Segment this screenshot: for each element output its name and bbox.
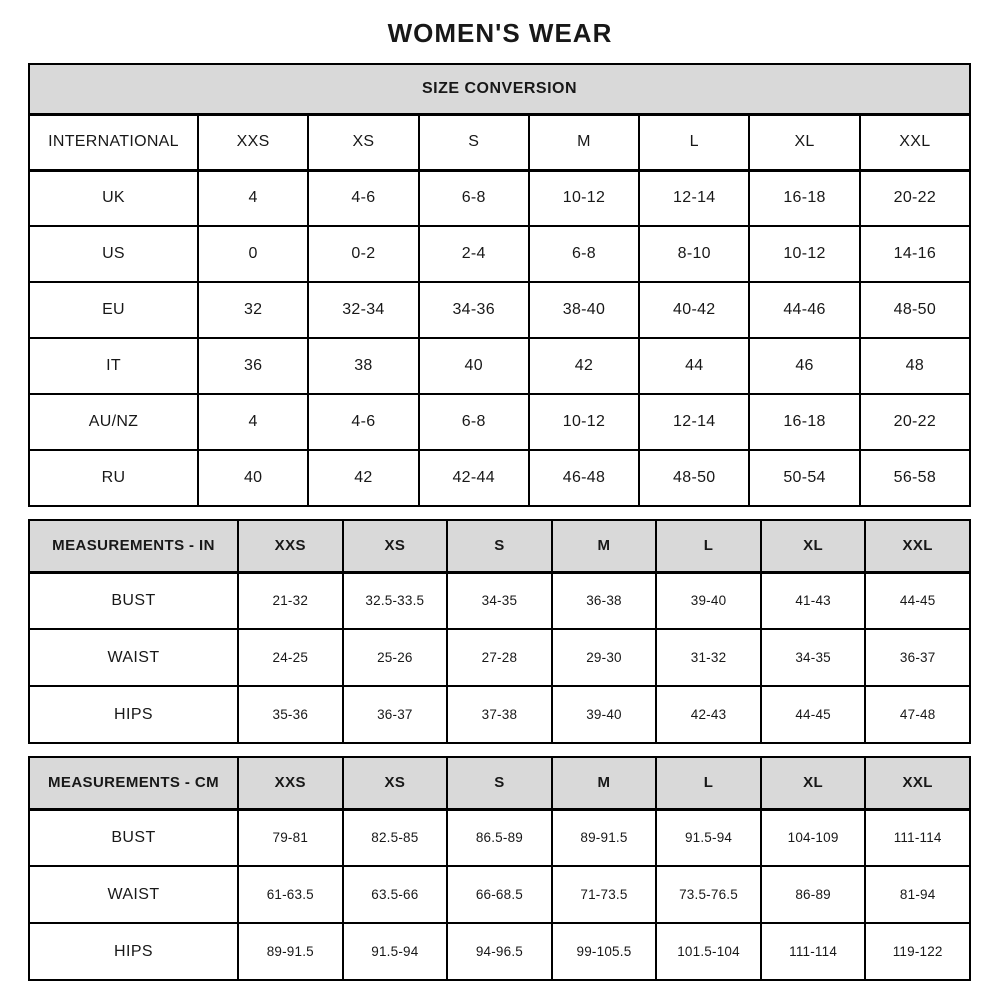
size-conversion-banner-row [29,64,970,114]
measurements-cm-header-row [29,757,970,809]
conversion-row-eu [29,282,970,338]
size-value-cell: 6-8 [419,170,529,226]
measurement-value-cell: 81-94 [865,866,970,923]
size-value-cell: 0 [198,226,308,282]
measurement-value-cell: 47-48 [865,686,970,743]
measurement-value-cell: 25-26 [343,629,448,686]
row-label-uk: UK [29,170,198,226]
measurement-value-cell: 44-45 [865,572,970,629]
row-label-au-nz: AU/NZ [29,394,198,450]
measurement-value-cell: 44-45 [761,686,866,743]
size-value-cell: 20-22 [860,394,970,450]
conversion-row-au-nz [29,394,970,450]
size-value-cell: 2-4 [419,226,529,282]
size-value-cell: 40 [198,450,308,506]
size-value-cell: 44 [639,338,749,394]
column-header-s: S [419,114,529,170]
size-value-cell: 46-48 [529,450,639,506]
measurement-value-cell: 24-25 [238,629,343,686]
conversion-row-uk [29,170,970,226]
column-header-l: L [639,114,749,170]
measurement-value-cell: 34-35 [761,629,866,686]
measurement-value-cell: 35-36 [238,686,343,743]
measurement-value-cell: 63.5-66 [343,866,448,923]
size-value-cell: 34-36 [419,282,529,338]
measurements-in-table [28,519,971,744]
column-header-xxl: XXL [860,114,970,170]
measurement-value-cell: 119-122 [865,923,970,980]
size-value-cell: 42-44 [419,450,529,506]
measurement-value-cell: 41-43 [761,572,866,629]
size-value-cell: 46 [749,338,859,394]
size-value-cell: 38 [308,338,418,394]
size-conversion-columns-row [29,114,970,170]
conversion-row-ru [29,450,970,506]
size-value-cell: 10-12 [529,170,639,226]
conversion-row-us [29,226,970,282]
size-value-cell: 16-18 [749,394,859,450]
measurement-value-cell: 86-89 [761,866,866,923]
measurement-value-cell: 32.5-33.5 [343,572,448,629]
measurement-value-cell: 71-73.5 [552,866,657,923]
size-value-cell: 20-22 [860,170,970,226]
measurement-value-cell: 91.5-94 [343,923,448,980]
measurement-value-cell: 29-30 [552,629,657,686]
size-value-cell: 4 [198,394,308,450]
measurement-value-cell: 31-32 [656,629,761,686]
column-header-xxl: XXL [865,520,970,572]
row-label-waist: WAIST [29,629,238,686]
row-label-ru: RU [29,450,198,506]
in-row-bust [29,572,970,629]
measurement-value-cell: 21-32 [238,572,343,629]
size-conversion-title: SIZE CONVERSION [29,64,970,114]
column-header-xs: XS [343,520,448,572]
column-header-l: L [656,757,761,809]
size-conversion-table [28,63,971,507]
measurement-value-cell: 73.5-76.5 [656,866,761,923]
size-value-cell: 48-50 [860,282,970,338]
cm-row-hips [29,923,970,980]
row-label-us: US [29,226,198,282]
row-label-bust: BUST [29,809,238,866]
row-label-waist: WAIST [29,866,238,923]
page-title: WOMEN'S WEAR [387,18,613,48]
size-value-cell: 42 [308,450,418,506]
in-row-hips [29,686,970,743]
measurement-value-cell: 36-37 [343,686,448,743]
measurement-value-cell: 104-109 [761,809,866,866]
size-value-cell: 48 [860,338,970,394]
size-value-cell: 8-10 [639,226,749,282]
measurement-value-cell: 86.5-89 [447,809,552,866]
size-value-cell: 14-16 [860,226,970,282]
column-header-m: M [552,520,657,572]
size-value-cell: 4 [198,170,308,226]
size-value-cell: 50-54 [749,450,859,506]
row-label-it: IT [29,338,198,394]
row-label-hips: HIPS [29,923,238,980]
size-value-cell: 36 [198,338,308,394]
size-value-cell: 4-6 [308,170,418,226]
measurement-value-cell: 66-68.5 [447,866,552,923]
column-header-s: S [447,520,552,572]
size-value-cell: 6-8 [419,394,529,450]
size-value-cell: 6-8 [529,226,639,282]
measurement-value-cell: 34-35 [447,572,552,629]
measurement-value-cell: 91.5-94 [656,809,761,866]
size-value-cell: 10-12 [749,226,859,282]
measurement-value-cell: 111-114 [761,923,866,980]
table-title-measurements-in: MEASUREMENTS - IN [29,520,238,572]
table-title-measurements-cm: MEASUREMENTS - CM [29,757,238,809]
column-header-xs: XS [308,114,418,170]
column-header-xs: XS [343,757,448,809]
in-row-waist [29,629,970,686]
column-header-xl: XL [761,520,866,572]
row-label-hips: HIPS [29,686,238,743]
size-value-cell: 10-12 [529,394,639,450]
measurement-value-cell: 99-105.5 [552,923,657,980]
column-header-m: M [552,757,657,809]
row-label-eu: EU [29,282,198,338]
size-value-cell: 16-18 [749,170,859,226]
size-value-cell: 48-50 [639,450,749,506]
conversion-row-it [29,338,970,394]
measurement-value-cell: 36-37 [865,629,970,686]
measurement-value-cell: 37-38 [447,686,552,743]
measurements-cm-table [28,756,971,981]
column-header-xl: XL [749,114,859,170]
measurements-in-header-row [29,520,970,572]
size-value-cell: 0-2 [308,226,418,282]
size-value-cell: 44-46 [749,282,859,338]
size-value-cell: 38-40 [529,282,639,338]
measurement-value-cell: 111-114 [865,809,970,866]
column-header-xxs: XXS [238,520,343,572]
cm-row-bust [29,809,970,866]
measurement-value-cell: 79-81 [238,809,343,866]
size-value-cell: 4-6 [308,394,418,450]
column-header-xxs: XXS [198,114,308,170]
column-header-xxl: XXL [865,757,970,809]
size-value-cell: 40 [419,338,529,394]
column-header-international: INTERNATIONAL [29,114,198,170]
measurement-value-cell: 94-96.5 [447,923,552,980]
row-label-bust: BUST [29,572,238,629]
measurement-value-cell: 89-91.5 [552,809,657,866]
size-value-cell: 32-34 [308,282,418,338]
measurement-value-cell: 61-63.5 [238,866,343,923]
column-header-s: S [447,757,552,809]
measurement-value-cell: 39-40 [656,572,761,629]
size-value-cell: 12-14 [639,170,749,226]
size-value-cell: 12-14 [639,394,749,450]
measurement-value-cell: 82.5-85 [343,809,448,866]
measurement-value-cell: 42-43 [656,686,761,743]
size-value-cell: 56-58 [860,450,970,506]
size-value-cell: 40-42 [639,282,749,338]
column-header-l: L [656,520,761,572]
column-header-xxs: XXS [238,757,343,809]
measurement-value-cell: 89-91.5 [238,923,343,980]
measurement-value-cell: 101.5-104 [656,923,761,980]
measurement-value-cell: 36-38 [552,572,657,629]
measurement-value-cell: 27-28 [447,629,552,686]
size-value-cell: 32 [198,282,308,338]
size-value-cell: 42 [529,338,639,394]
cm-row-waist [29,866,970,923]
column-header-m: M [529,114,639,170]
column-header-xl: XL [761,757,866,809]
measurement-value-cell: 39-40 [552,686,657,743]
